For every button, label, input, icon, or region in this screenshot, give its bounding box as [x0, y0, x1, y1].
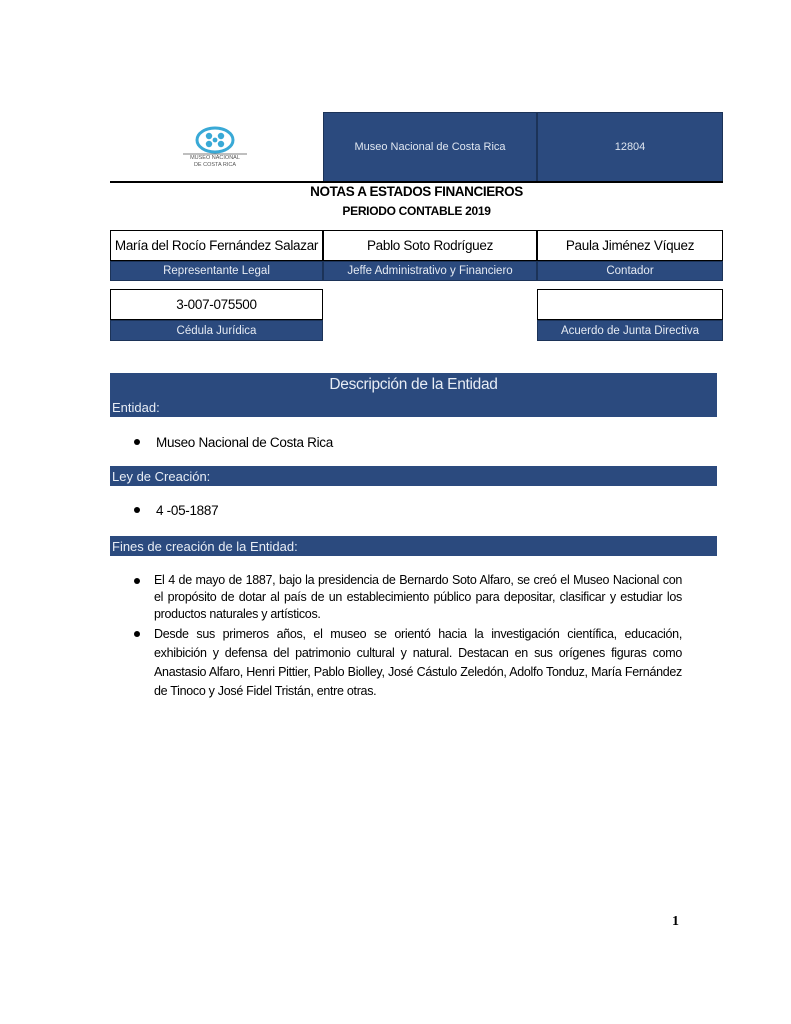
code-header-cell: 12804 — [537, 112, 723, 182]
ley-value-text: 4 -05-1887 — [156, 502, 219, 518]
logo-text-line2: DE COSTA RICA — [193, 162, 237, 168]
list-item — [134, 572, 682, 623]
header-rule — [110, 181, 723, 183]
page-subtitle: PERIODO CONTABLE 2019 — [342, 204, 491, 218]
signatory-role-2: Jeffe Administrativo y Financiero — [323, 261, 537, 281]
museum-logo — [165, 124, 265, 172]
list-item — [134, 625, 682, 701]
page-title: NOTAS A ESTADOS FINANCIEROS — [310, 184, 523, 199]
cedula-label: Cédula Jurídica — [110, 320, 323, 341]
fines-item-1: El 4 de mayo de 1887, bajo la presidencia de Bernardo Soto Alfaro, se creó el Museo Nacional con el propósito de dotar al país de un establecimiento público para depositar, clasificar y estudiar los productos naturales y artísticos. — [154, 573, 682, 621]
signatory-role-1: Representante Legal — [110, 261, 323, 281]
bullet-dot — [134, 631, 140, 637]
signatory-name-2: Pablo Soto Rodríguez — [323, 230, 537, 261]
page-number: 1 — [672, 914, 679, 929]
acuerdo-value — [537, 289, 723, 320]
signatory-role-3: Contador — [537, 261, 723, 281]
section-title: Descripción de la Entidad — [110, 373, 717, 397]
entidad-value — [134, 432, 694, 452]
logo-text-line1: MUSEO NACIONAL — [190, 155, 240, 161]
cedula-value: 3-007-075500 — [110, 289, 323, 320]
entidad-label-bar: Entidad: — [110, 397, 717, 417]
institution-header-cell: Museo Nacional de Costa Rica — [323, 112, 537, 182]
bullet-dot — [134, 439, 140, 445]
signatory-name-3: Paula Jiménez Víquez — [537, 230, 723, 261]
entidad-value-text: Museo Nacional de Costa Rica — [156, 434, 333, 450]
bullet-dot — [134, 507, 140, 513]
ley-value — [134, 500, 694, 520]
fines-list — [134, 572, 682, 701]
ley-label-bar: Ley de Creación: — [110, 466, 717, 486]
signatory-name-1: María del Rocío Fernández Salazar — [110, 230, 323, 261]
acuerdo-label: Acuerdo de Junta Directiva — [537, 320, 723, 341]
bullet-dot — [134, 578, 140, 584]
fines-item-2: Desde sus primeros años, el museo se orientó hacia la investigación científica, educación, exhibición y defensa del patrimonio cultural y natural. Destacan en sus orígenes figuras como Anastasio Alfaro, Henri Pittier, Pablo Biolley, José Cástulo Zeledón, Adolfo Tonduz, María Fernández de Tinoco y José Fidel Tristán, entre otras. — [154, 627, 682, 698]
fines-label-bar: Fines de creación de la Entidad: — [110, 536, 717, 556]
